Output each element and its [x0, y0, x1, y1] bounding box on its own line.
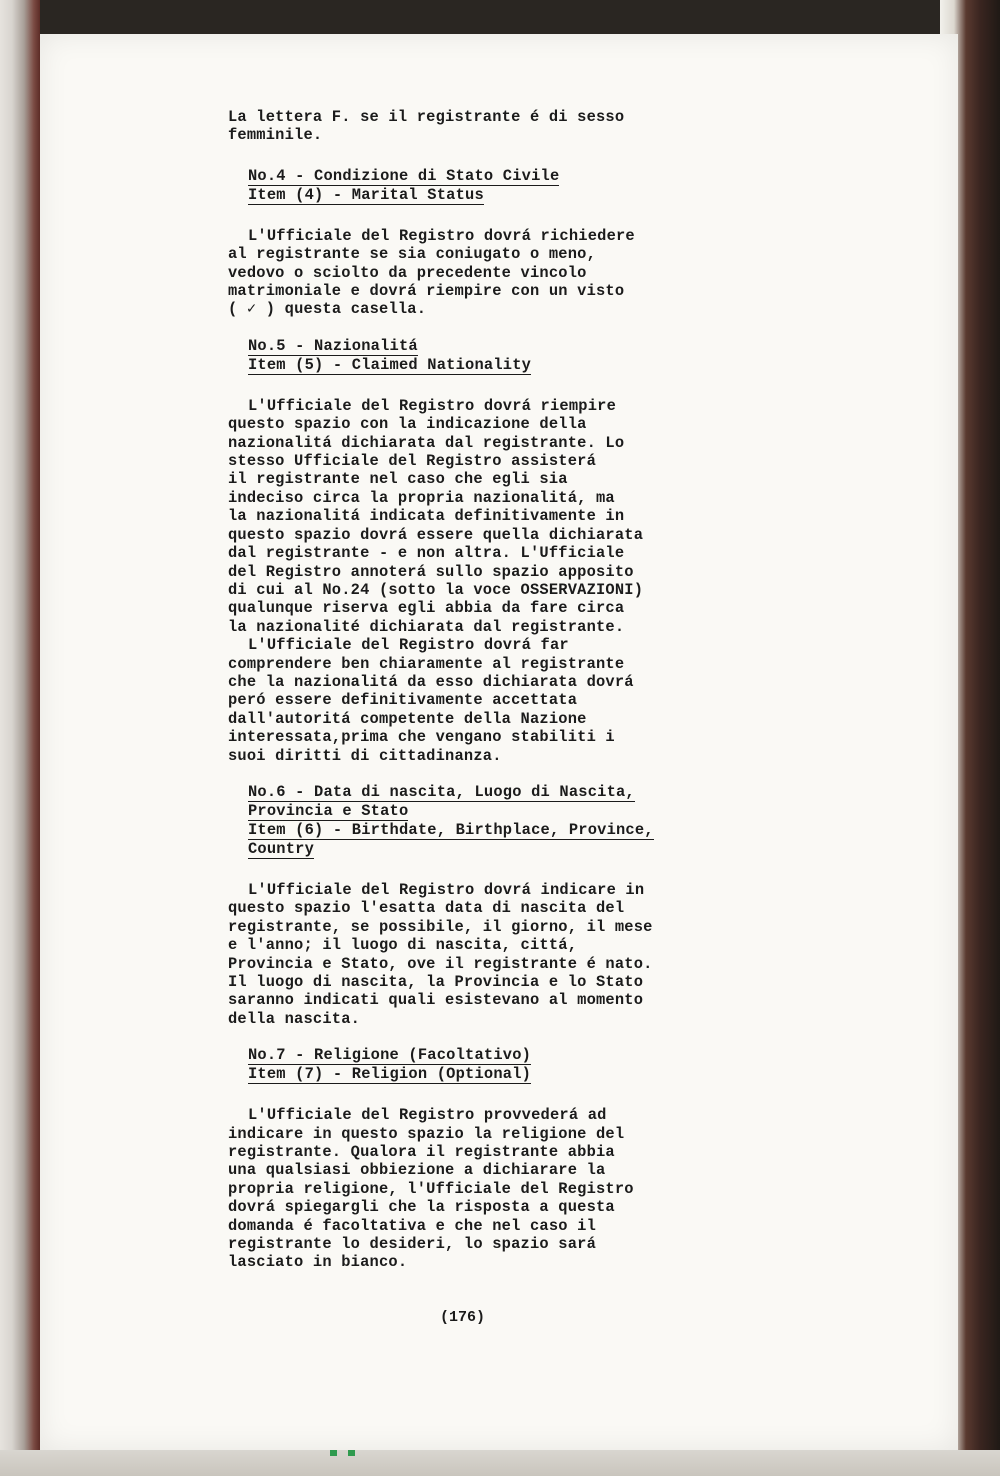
- document-page: [40, 34, 958, 1450]
- section-heading-en: Item (6) - Birthdate, Birthplace, Province,: [248, 820, 654, 839]
- section-heading-en: Item (5) - Claimed Nationality: [248, 355, 532, 374]
- section-religion: [228, 1046, 768, 1272]
- section-paragraph: L'Ufficiale del Registro dovrá richiedere al registrante se sia coniugato o meno, vedovo o sciolto da precedente vincolo matrimoniale e dovrá riempire con un visto ( ✓ ) questa casella.: [228, 226, 635, 319]
- section-birthdate: [228, 783, 768, 1028]
- book-binding-left: [0, 0, 40, 1476]
- section-heading-it: No.4 - Condizione di Stato Civile: [248, 166, 560, 185]
- section-heading-en-continued: Country: [248, 839, 315, 858]
- section-heading-it: No.7 - Religione (Facoltativo): [248, 1046, 532, 1065]
- scan-bottom-edge: [0, 1450, 1000, 1476]
- section-paragraph: L'Ufficiale del Registro dovrá riempire questo spazio con la indicazione della nazionalitá dichiarata dal registrante. Lo stesso Ufficiale del Registro assisterá il registrante nel caso che egli sia indeciso circa la propria nazionalitá, ma la nazionalitá indicata definitivamente in questo spazio dovrá essere quella dichiarata dal registrante - e non altra. L'Ufficiale del Registro annoterá sullo spazio apposito di cui al No.24 (sotto la voce OSSERVAZIONI) qualunque riserva egli abbia da fare circa la nazionalité dichiarata dal registrante.: [228, 396, 644, 636]
- page-number: (176): [440, 1309, 486, 1326]
- color-specks-decoration: [330, 1450, 360, 1458]
- section-marital-status: [228, 167, 768, 319]
- section-heading-it-continued: Provincia e Stato: [248, 801, 409, 820]
- section-heading-it: No.6 - Data di nascita, Luogo di Nascita,: [248, 782, 635, 801]
- section-heading-en: Item (7) - Religion (Optional): [248, 1065, 532, 1084]
- section-heading-en: Item (4) - Marital Status: [248, 185, 484, 204]
- section-paragraph: L'Ufficiale del Registro dovrá indicare in questo spazio l'esatta data di nascita del registrante, se possibile, il giorno, il mese e l'anno; il luogo di nascita, cittá, Provincia e Stato, ove il registrante é nato. Il luogo di nascita, la Provincia e lo Stato saranno indicati quali esistevano al momento della nascita.: [228, 880, 653, 1028]
- section-paragraph: L'Ufficiale del Registro dovrá far comprendere ben chiaramente al registrante che la nazionalitá da esso dichiarata dovrá peró essere definitivamente accettata dall'autoritá competente della Nazione interessata,prima che vengano stabiliti i suoi diritti di cittadinanza.: [228, 636, 634, 765]
- intro-paragraph: La lettera F. se il registrante é di sesso femminile.: [228, 108, 625, 145]
- section-paragraph: L'Ufficiale del Registro provvederá ad indicare in questo spazio la religione del registrante. Qualora il registrante abbia una qualsiasi obbiezione a dichiarare la propria religione, l'Ufficiale del Registro dovrá spiegargli che la risposta a questa domanda é facoltativa e che nel caso il registrante lo desideri, lo spazio sará lasciato in bianco.: [228, 1106, 634, 1272]
- section-nationality: [228, 337, 768, 765]
- page-text: [228, 108, 768, 1272]
- section-heading-it: No.5 - Nazionalitá: [248, 336, 418, 355]
